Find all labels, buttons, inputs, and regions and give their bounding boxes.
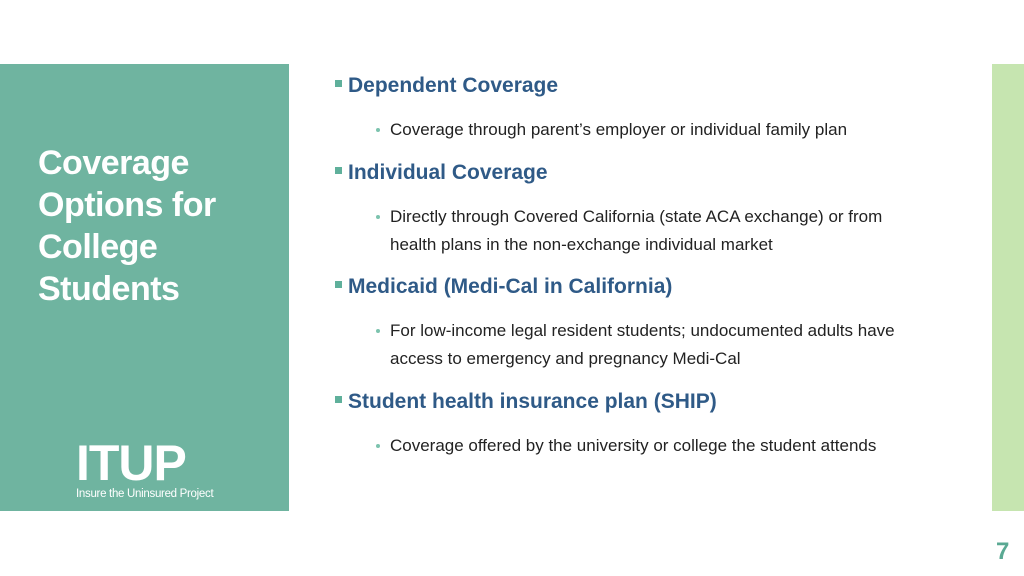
logo-letters: ITUP: [76, 440, 186, 486]
heading-dependent-coverage: Dependent Coverage: [335, 73, 558, 99]
square-bullet-icon: [335, 396, 342, 403]
page-number: 7: [996, 538, 1010, 565]
sub-bullet-medicaid: For low-income legal resident students; undocumented adults have access to emergency and pregnancy Medi-Cal: [376, 317, 916, 373]
slide-title-line: Students: [38, 270, 180, 308]
heading-individual-coverage: Individual Coverage: [335, 160, 548, 186]
slide-title-line: Coverage: [38, 144, 189, 182]
dot-bullet-icon: [376, 329, 380, 333]
sub-bullet-ship: Coverage offered by the university or college the student attends: [376, 432, 916, 460]
itup-logo-mark: [76, 440, 226, 486]
heading-medicaid: Medicaid (Medi-Cal in California): [335, 274, 672, 300]
slide-title: [38, 142, 278, 310]
sub-bullet-dependent: Coverage through parent’s employer or individual family plan: [376, 116, 916, 144]
sub-bullet-individual: Directly through Covered California (state ACA exchange) or from health plans in the non-exchange individual market: [376, 203, 916, 259]
slide-title-line: Options for: [38, 186, 216, 224]
square-bullet-icon: [335, 281, 342, 288]
itup-logo: [76, 440, 226, 506]
dot-bullet-icon: [376, 444, 380, 448]
slide-title-line: College: [38, 228, 158, 266]
heading-ship: Student health insurance plan (SHIP): [335, 389, 717, 415]
dot-bullet-icon: [376, 128, 380, 132]
dot-bullet-icon: [376, 215, 380, 219]
square-bullet-icon: [335, 167, 342, 174]
accent-bar: [992, 64, 1024, 511]
logo-tagline: Insure the Uninsured Project: [76, 488, 214, 500]
square-bullet-icon: [335, 80, 342, 87]
